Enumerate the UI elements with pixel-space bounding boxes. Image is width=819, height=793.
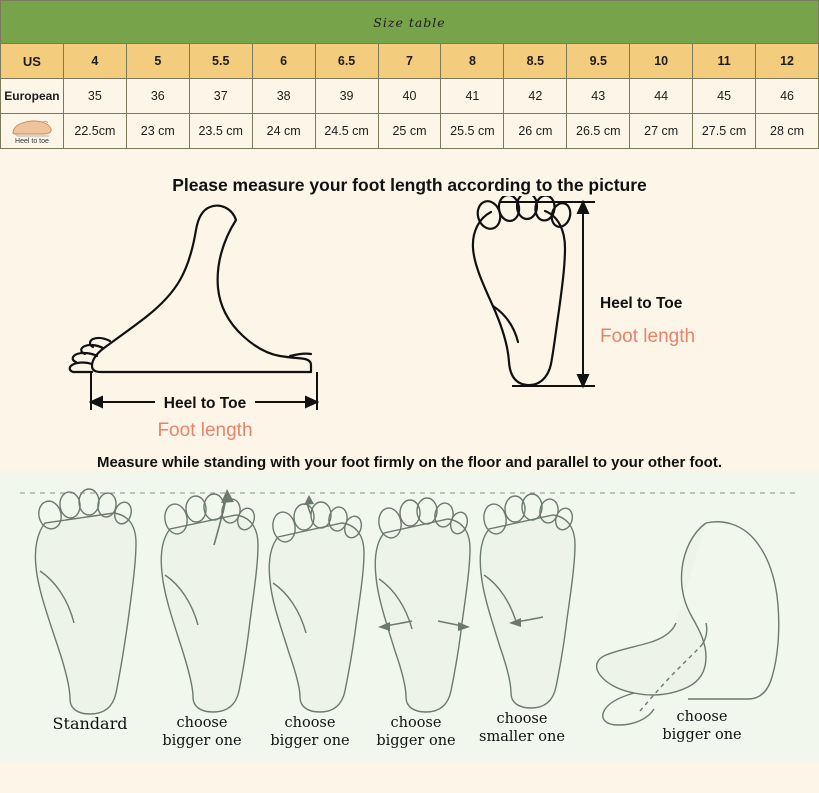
- cell-us-6: 8: [441, 44, 504, 79]
- top-foot-length-label: Foot length: [600, 326, 696, 347]
- foot-shapes-svg: [0, 471, 819, 761]
- table-title: Size table: [1, 1, 819, 44]
- caption-1-line-1: bigger one: [162, 733, 242, 749]
- row-header-european: European: [1, 79, 64, 114]
- top-heel-to-toe-label: Heel to Toe: [600, 295, 683, 312]
- measure-note: Measure while standing with your foot firmly on the floor and parallel to your other foot.: [96, 454, 723, 471]
- table-row-european: [1, 79, 819, 114]
- caption-2-line-1: bigger one: [270, 733, 350, 749]
- caption-3-line-0: choose: [390, 715, 442, 731]
- cell-us-1: 5: [126, 44, 189, 79]
- side-view-foot: [70, 206, 311, 372]
- foot-shape-standard: [35, 489, 136, 714]
- cell-us-3: 6: [252, 44, 315, 79]
- cell-cm-4: 24.5 cm: [315, 114, 378, 149]
- foot-shape-2: [161, 489, 258, 712]
- foot-shape-3: [269, 495, 364, 712]
- cell-us-4: 6.5: [315, 44, 378, 79]
- cell-eu-0: 35: [63, 79, 126, 114]
- side-heel-to-toe-label: Heel to Toe: [163, 395, 247, 412]
- cell-cm-5: 25 cm: [378, 114, 441, 149]
- cell-cm-10: 27.5 cm: [693, 114, 756, 149]
- row-header-foot-icon: [1, 114, 64, 149]
- foot-icon-svg: [9, 117, 55, 137]
- caption-4-line-0: choose: [496, 711, 548, 727]
- caption-5-line-1: bigger one: [662, 727, 742, 743]
- cell-eu-11: 46: [756, 79, 819, 114]
- cell-us-10: 11: [693, 44, 756, 79]
- heel-to-toe-icon: [1, 117, 63, 145]
- table-title-row: [1, 1, 819, 44]
- caption-3-line-1: bigger one: [376, 733, 456, 749]
- top-view-foot: [473, 196, 573, 385]
- size-table-section: [0, 0, 819, 149]
- cell-cm-9: 27 cm: [630, 114, 693, 149]
- foot-shape-6-side: [597, 522, 779, 725]
- cell-us-0: 4: [63, 44, 126, 79]
- caption-0-line-0: Standard: [52, 714, 128, 733]
- cell-us-5: 7: [378, 44, 441, 79]
- cell-eu-7: 42: [504, 79, 567, 114]
- cell-eu-2: 37: [189, 79, 252, 114]
- cell-eu-8: 43: [567, 79, 630, 114]
- measure-title: Please measure your foot length according to the picture: [172, 175, 647, 195]
- cell-eu-6: 41: [441, 79, 504, 114]
- cell-us-11: 12: [756, 44, 819, 79]
- cell-cm-6: 25.5 cm: [441, 114, 504, 149]
- foot-measure-diagram: [0, 196, 819, 446]
- cell-eu-4: 39: [315, 79, 378, 114]
- size-table: [0, 0, 819, 149]
- cell-us-2: 5.5: [189, 44, 252, 79]
- cell-us-8: 9.5: [567, 44, 630, 79]
- top-measure-line: [500, 202, 595, 386]
- table-row-us: [1, 44, 819, 79]
- cell-eu-10: 45: [693, 79, 756, 114]
- cell-cm-1: 23 cm: [126, 114, 189, 149]
- caption-5-line-0: choose: [676, 709, 728, 725]
- cell-cm-0: 22.5cm: [63, 114, 126, 149]
- diagram-svg: [0, 196, 819, 446]
- foot-shape-5: [480, 494, 575, 708]
- caption-4-line-1: smaller one: [479, 729, 565, 745]
- cell-us-9: 10: [630, 44, 693, 79]
- caption-2-line-0: choose: [284, 715, 336, 731]
- caption-1-line-0: choose: [176, 715, 228, 731]
- cell-us-7: 8.5: [504, 44, 567, 79]
- cell-cm-7: 26 cm: [504, 114, 567, 149]
- cell-eu-9: 44: [630, 79, 693, 114]
- cell-eu-3: 38: [252, 79, 315, 114]
- foot-shapes-section: [0, 471, 819, 761]
- foot-shape-4: [375, 498, 470, 712]
- cell-eu-1: 36: [126, 79, 189, 114]
- table-row-cm: [1, 114, 819, 149]
- cell-cm-2: 23.5 cm: [189, 114, 252, 149]
- cell-cm-3: 24 cm: [252, 114, 315, 149]
- cell-cm-8: 26.5 cm: [567, 114, 630, 149]
- heel-to-toe-icon-label: Heel to toe: [15, 138, 49, 145]
- row-header-us: US: [1, 44, 64, 79]
- side-foot-length-label: Foot length: [157, 420, 253, 441]
- cell-eu-5: 40: [378, 79, 441, 114]
- cell-cm-11: 28 cm: [756, 114, 819, 149]
